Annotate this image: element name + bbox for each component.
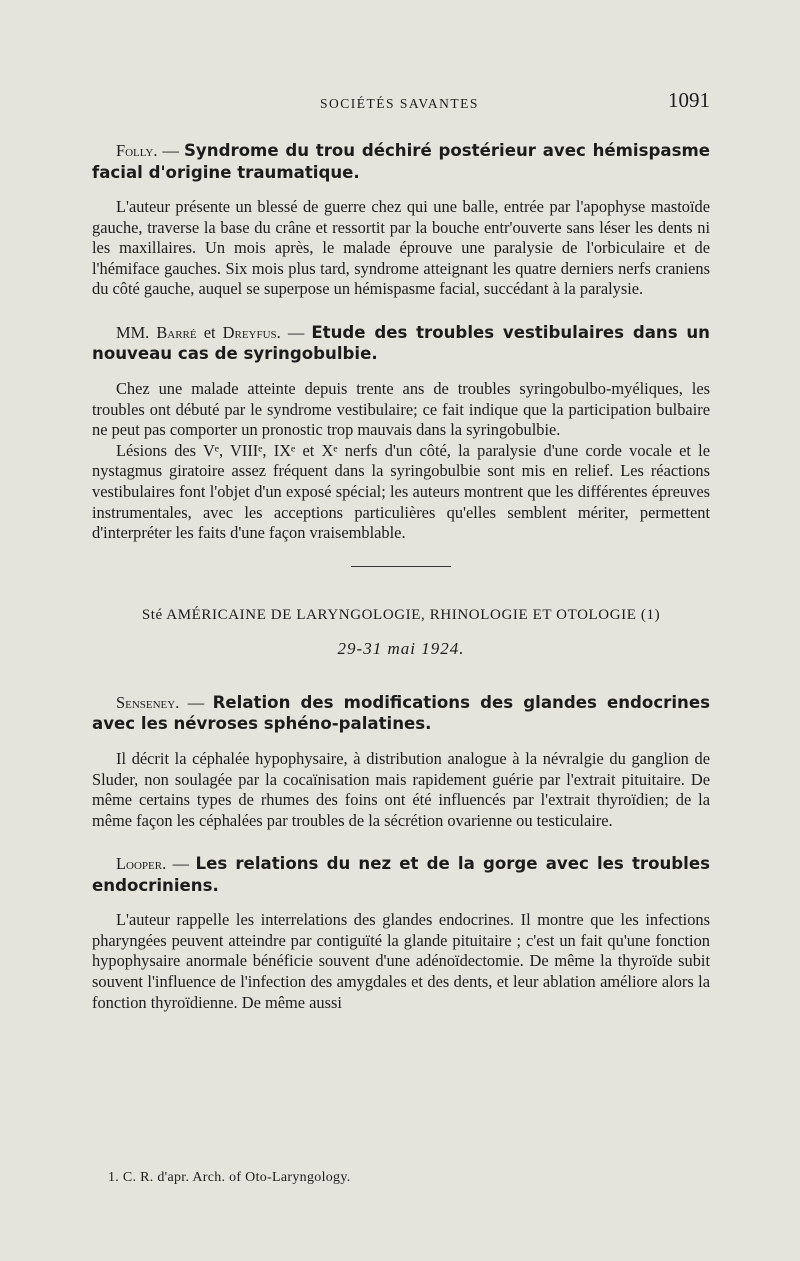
entry-paragraph: Lésions des Vᵉ, VIIIᵉ, IXᵉ et Xᵉ nerfs d'un côté, la paralysie d'une corde vocale et le nystagmus giratoire assez fréquent dans la syringobulbie sont mis en relief. Les réactions vestibulaires font l'objet d'un exposé spécial; les auteurs montrent que les différentes épreuves instrumentales, avec les acceptions particulières qu'elles semblent mériter, permettent d'interpréter les faits d'une façon vraisemblable. bbox=[92, 440, 710, 543]
section-date: 29-31 mai 1924. bbox=[337, 639, 465, 659]
entry-paragraph: Chez une malade atteinte depuis trente ans de troubles syringobulbo-myéliques, les troubles ont débuté par le syndrome vestibulaire; ce fait indique que la participation bulbaire ne peut pas comporter un pronostic trop mauvais dans la syringobulbie. bbox=[92, 378, 710, 440]
section-divider bbox=[351, 566, 451, 567]
entry-title: Relation des modifications des glandes endocrines avec les névroses sphéno-palatines. bbox=[92, 692, 710, 734]
entry-heading bbox=[92, 692, 710, 735]
entry-dash: — bbox=[166, 854, 196, 874]
entry-paragraph: Il décrit la céphalée hypophysaire, à distribution analogue à la névralgie du ganglion de Sluder, non soulagée par la cocaïnisation mais rapidement guérie par l'extrait pituitaire. De même certains types de rhumes des foins ont été influencés par l'extrait thyroïdien; de la même façon les céphalées par troubles de la sécrétion ovarienne ou testiculaire. bbox=[92, 748, 710, 830]
page-header bbox=[115, 88, 710, 118]
entry-dash: — bbox=[179, 692, 213, 712]
entry-heading bbox=[92, 322, 710, 365]
page-body bbox=[92, 140, 710, 1013]
page-number: 1091 bbox=[668, 88, 710, 112]
entry-author: Barré bbox=[156, 322, 197, 342]
entry-author-2: Dreyfus. bbox=[222, 322, 281, 342]
section-heading: Sté AMÉRICAINE DE LARYNGOLOGIE, RHINOLOGIE ET OTOLOGIE (1) bbox=[141, 606, 661, 623]
entry-author: Folly. bbox=[116, 141, 158, 160]
entry-heading bbox=[92, 853, 710, 896]
entry-author: Senseney. bbox=[116, 692, 180, 712]
entry-paragraph: L'auteur présente un blessé de guerre chez qui une balle, entrée par l'apophyse mastoïde gauche, traverse la base du crâne et ressortit par la bouche entr'ouverte sans léser les dents ni les maxillaires. Un mois après, le malade éprouve une paralysie de l'orbiculaire et de l'hémiface gauches. Six mois plus tard, syndrome atteignant les quatre derniers nerfs craniens du côté gauche, auquel se superpose un hémispasme facial, succédant à la paralysie. bbox=[92, 197, 710, 299]
running-head: SOCIÉTÉS SAVANTES bbox=[320, 96, 479, 111]
entry-paragraph: L'auteur rappelle les interrelations des glandes endocrines. Il montre que les infections pharyngées peuvent atteindre par contiguïté la glande pituitaire ; c'est un fait qu'une fonction hypophysaire anormale bénéficie souvent d'une adénoïdectomie. De même la thyroïde subit souvent l'influence de l'infection des amygdales et des dents, et leur ablation améliore alors la fonction thyroïdienne. De même aussi bbox=[92, 910, 710, 1012]
entry-dash: — bbox=[157, 141, 184, 160]
entry-dash: — bbox=[280, 322, 312, 342]
entry-heading bbox=[92, 140, 710, 183]
entry-joiner: et bbox=[196, 322, 223, 342]
entry-title: Etude des troubles vestibulaires dans un nouveau cas de syringobulbie. bbox=[92, 322, 710, 364]
entry-prefix: MM. bbox=[116, 322, 157, 342]
footnote: 1. C. R. d'apr. Arch. of Oto-Laryngology. bbox=[108, 1170, 351, 1185]
entry-author: Looper. bbox=[116, 854, 167, 874]
entry-title: Syndrome du trou déchiré postérieur avec hémispasme facial d'origine traumatique. bbox=[92, 141, 710, 182]
entry-title: Les relations du nez et de la gorge avec les troubles endocriniens. bbox=[92, 854, 710, 895]
